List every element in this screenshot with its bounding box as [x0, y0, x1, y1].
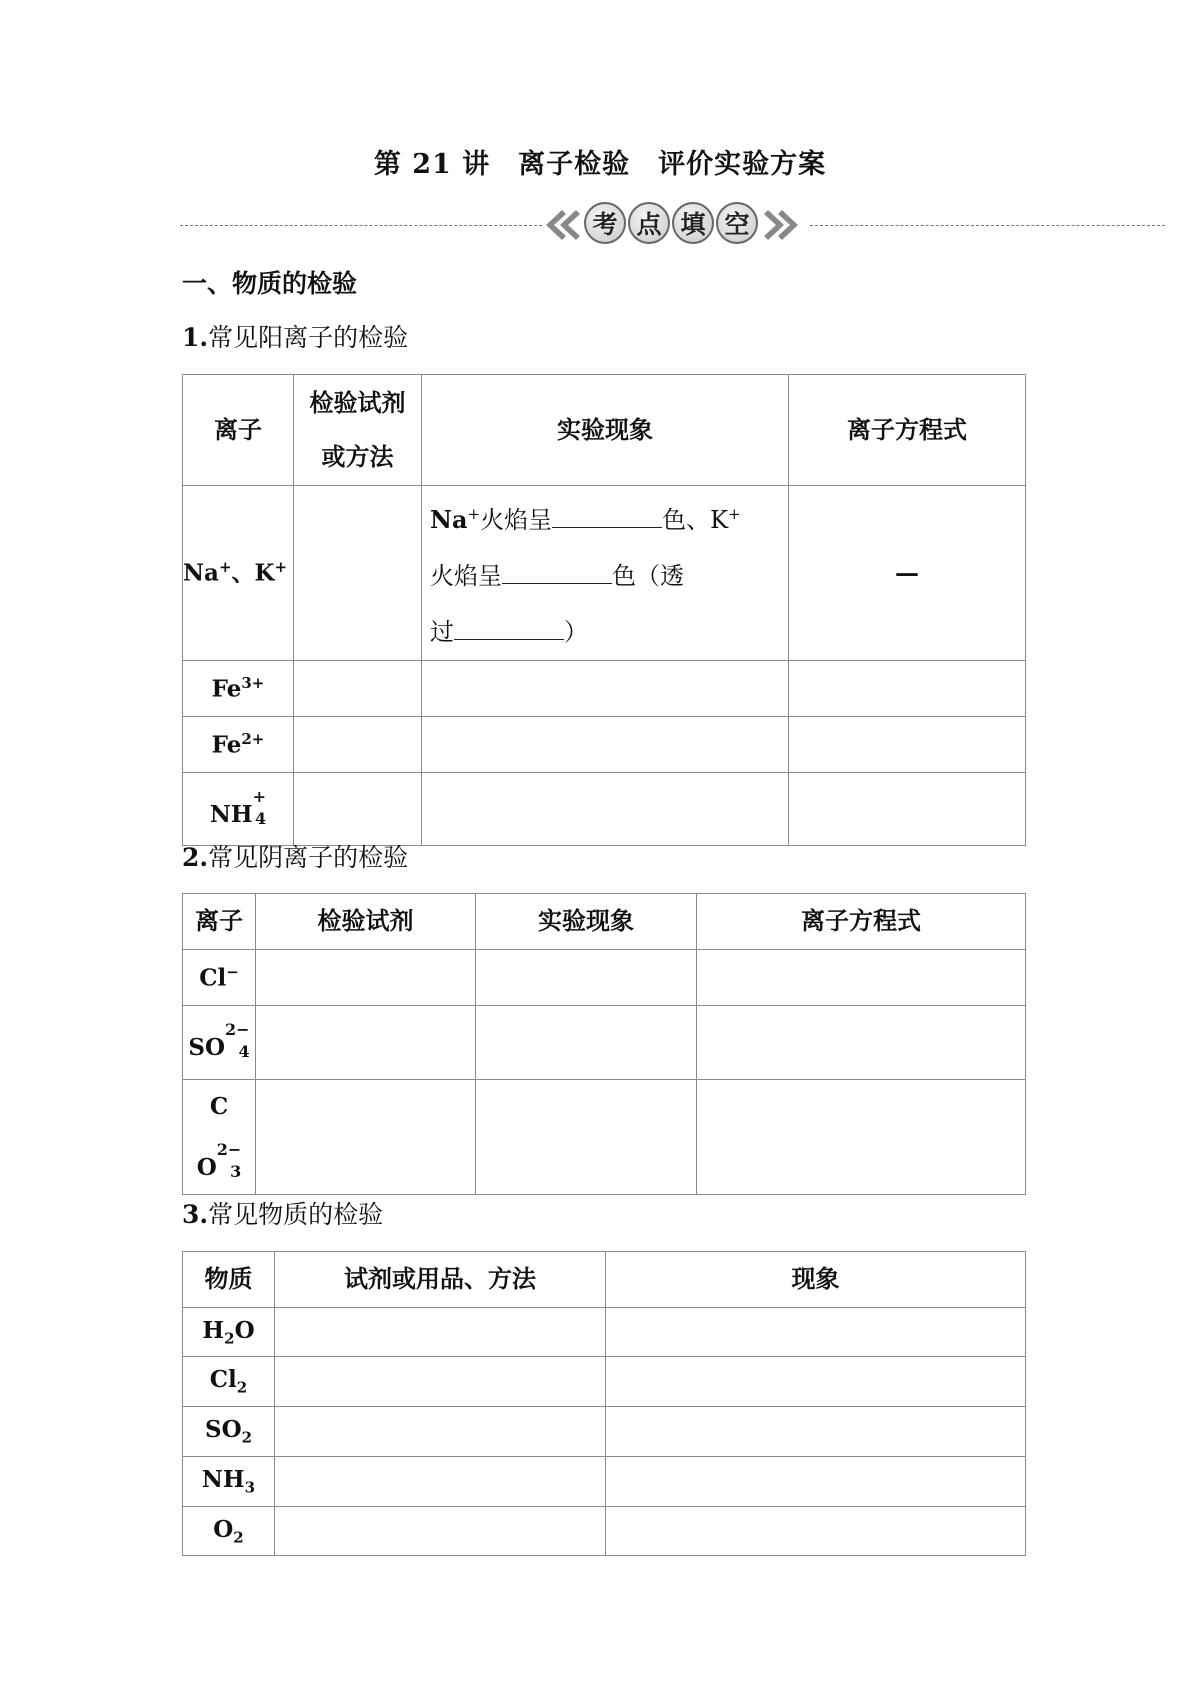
- method-cell[interactable]: [275, 1457, 606, 1507]
- header-equation: 离子方程式: [789, 375, 1026, 486]
- table-row: [183, 1357, 1026, 1407]
- header-phenomenon: 实验现象: [476, 894, 697, 950]
- ion-cell-so4: SO 2− 4: [183, 1006, 256, 1080]
- table-row: [183, 717, 1026, 773]
- ion-cell-fe2: $Fe^{2+}$: [183, 717, 294, 773]
- equation-cell[interactable]: [789, 773, 1026, 846]
- method-cell[interactable]: [275, 1308, 606, 1357]
- substance-test-table: [182, 1251, 1026, 1556]
- table-row: [183, 1407, 1026, 1457]
- equation-cell[interactable]: [789, 717, 1026, 773]
- banner-dashed-line-left: [180, 225, 542, 226]
- table-row: [183, 1308, 1026, 1357]
- table1-heading: 1.常见阳离子的检验: [182, 323, 409, 352]
- page-title: 第 21 讲 离子检验 评价实验方案: [373, 149, 827, 180]
- table-header-row: [183, 894, 1026, 950]
- anion-test-table: [182, 893, 1026, 1195]
- equation-cell[interactable]: [697, 1006, 1026, 1080]
- reagent-cell[interactable]: [294, 661, 422, 717]
- table-row: [183, 486, 1026, 661]
- table2-heading: 2.常见阴离子的检验: [182, 843, 409, 872]
- banner-dashed-line-right: [810, 225, 1165, 226]
- substance-cell-o2: $O_2$: [183, 1507, 275, 1556]
- reagent-cell[interactable]: [256, 1006, 476, 1080]
- table-row: [183, 1006, 1026, 1080]
- equation-cell[interactable]: [789, 661, 1026, 717]
- header-equation: 离子方程式: [697, 894, 1026, 950]
- ion-cell-cl: Cl−: [183, 950, 256, 1006]
- header-phenomenon: 实验现象: [422, 375, 789, 486]
- fill-blank-3[interactable]: [454, 613, 564, 640]
- reagent-cell[interactable]: [294, 486, 422, 661]
- banner-char-1: 考: [584, 202, 626, 244]
- section-banner: [180, 198, 1165, 254]
- table3-heading: 3.常见物质的检验: [182, 1200, 384, 1229]
- table-header-row: [183, 375, 1026, 486]
- header-substance: 物质: [183, 1252, 275, 1308]
- section-heading: 一、物质的检验: [182, 269, 358, 298]
- table-row: [183, 1507, 1026, 1556]
- ion-cell-nh4: NH + 4: [183, 773, 294, 846]
- reagent-cell[interactable]: [256, 1080, 476, 1195]
- phenomenon-cell[interactable]: [606, 1507, 1026, 1556]
- phenomenon-cell: Na+火焰呈 色、K+ 火焰呈 色（透 过 ）: [422, 486, 789, 661]
- phenomenon-cell[interactable]: [422, 773, 789, 846]
- reagent-cell[interactable]: [294, 773, 422, 846]
- phenomenon-cell[interactable]: [476, 950, 697, 1006]
- equation-cell[interactable]: [697, 950, 1026, 1006]
- fill-blank-2[interactable]: [502, 557, 612, 584]
- phenomenon-cell[interactable]: [476, 1080, 697, 1195]
- header-reagent: 检验试剂: [256, 894, 476, 950]
- phenomenon-cell[interactable]: [606, 1308, 1026, 1357]
- table-row: [183, 1457, 1026, 1507]
- equation-cell: —: [789, 486, 1026, 661]
- phenomenon-cell[interactable]: [606, 1357, 1026, 1407]
- ion-cell-co3: C O 2− 3: [183, 1080, 256, 1195]
- phenomenon-cell[interactable]: [422, 661, 789, 717]
- fill-blank-1[interactable]: [552, 501, 662, 528]
- substance-cell-so2: $SO_2$: [183, 1407, 275, 1457]
- table-row: [183, 950, 1026, 1006]
- ion-cell-na-k: Na+、K+: [183, 486, 294, 661]
- header-reagent: 检验试剂 或方法: [294, 375, 422, 486]
- phenomenon-cell[interactable]: [606, 1407, 1026, 1457]
- banner-char-2: 点: [628, 202, 670, 244]
- header-ion: 离子: [183, 894, 256, 950]
- table-row: [183, 1080, 1026, 1195]
- header-method: 试剂或用品、方法: [275, 1252, 606, 1308]
- header-phenomenon: 现象: [606, 1252, 1026, 1308]
- substance-cell-h2o: $H_2O$: [183, 1308, 275, 1357]
- equation-cell[interactable]: [697, 1080, 1026, 1195]
- table-row: [183, 773, 1026, 846]
- double-chevron-right-icon: [762, 208, 802, 242]
- banner-char-4: 空: [716, 202, 758, 244]
- ion-cell-fe3: $Fe^{3+}$: [183, 661, 294, 717]
- banner-char-3: 填: [672, 202, 714, 244]
- phenomenon-cell[interactable]: [606, 1457, 1026, 1507]
- table-header-row: [183, 1252, 1026, 1308]
- method-cell[interactable]: [275, 1357, 606, 1407]
- table-row: [183, 661, 1026, 717]
- phenomenon-cell[interactable]: [422, 717, 789, 773]
- method-cell[interactable]: [275, 1507, 606, 1556]
- phenomenon-cell[interactable]: [476, 1006, 697, 1080]
- header-ion: 离子: [183, 375, 294, 486]
- substance-cell-nh3: $NH_3$: [183, 1457, 275, 1507]
- double-chevron-left-icon: [542, 208, 582, 242]
- substance-cell-cl2: $Cl_2$: [183, 1357, 275, 1407]
- reagent-cell[interactable]: [294, 717, 422, 773]
- method-cell[interactable]: [275, 1407, 606, 1457]
- cation-test-table: [182, 374, 1026, 846]
- reagent-cell[interactable]: [256, 950, 476, 1006]
